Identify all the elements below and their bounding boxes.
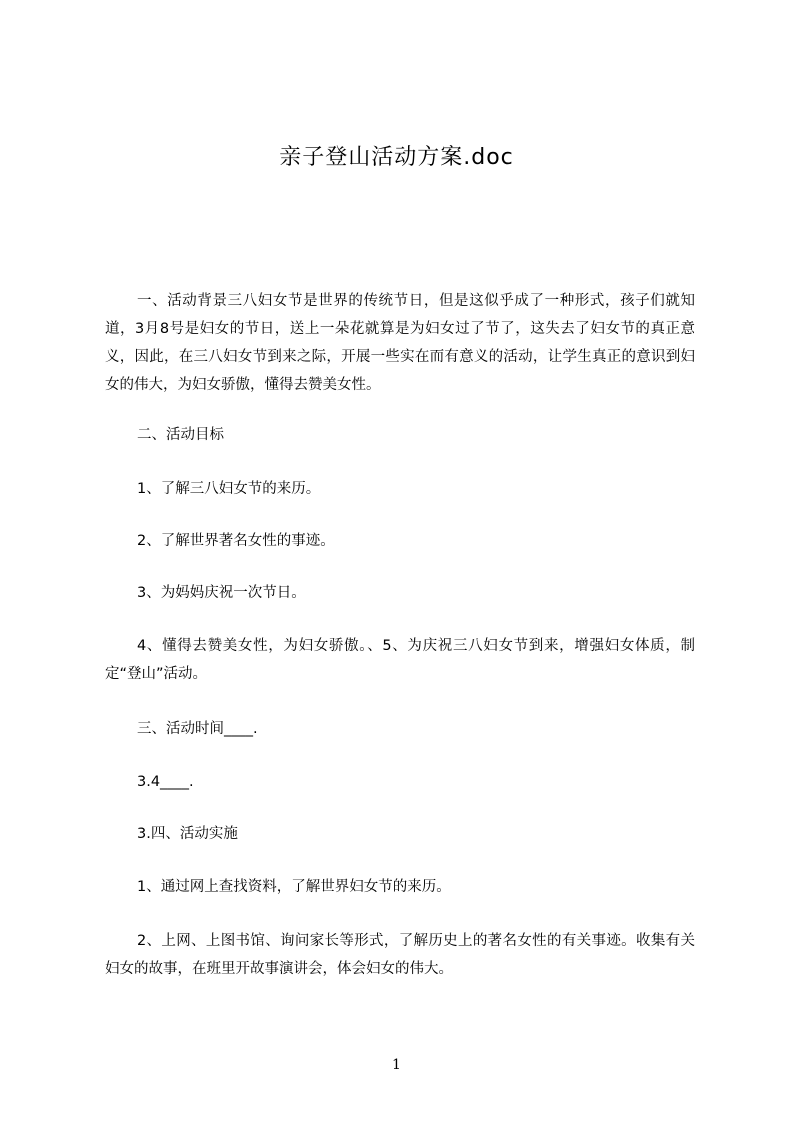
document-title: 亲子登山活动方案.doc	[279, 145, 514, 170]
goal-item-4-5: 4、懂得去赞美女性，为妇女骄傲。、5、为庆祝三八妇女节到来，增强妇女体质，制定“登山”活动。	[105, 638, 695, 682]
goal-item-3: 3、为妈妈庆祝一次节日。	[137, 585, 306, 601]
implementation-item-2: 2、上网、上图书馆、询问家长等形式，了解历史上的著名女性的有关事迹。收集有关妇女的故事，在班里开故事演讲会，体会妇女的伟大。	[105, 933, 695, 977]
implementation-item-1: 1、通过网上查找资料，了解世界妇女节的来历。	[137, 879, 451, 895]
heading-activity-implementation: 3.四、活动实施	[137, 826, 238, 842]
heading-activity-time: 三、活动时间____.	[137, 721, 258, 737]
activity-date: 3.4____.	[137, 774, 194, 790]
heading-activity-goals: 二、活动目标	[137, 427, 224, 443]
paragraph-background: 一、活动背景三八妇女节是世界的传统节日，但是这似乎成了一种形式，孩子们就知道，3月8号是妇女的节日，送上一朵花就算是为妇女过了节了，这失去了妇女节的真正意义，因此，在三八妇女节到来之际，开展一些实在而有意义的活动，让学生真正的意识到妇女的伟大，为妇女骄傲，懂得去赞美女性。	[105, 293, 695, 393]
goal-item-2: 2、了解世界著名女性的事迹。	[137, 533, 335, 549]
page-number: 1	[392, 1057, 401, 1073]
goal-item-1: 1、了解三八妇女节的来历。	[137, 481, 321, 497]
